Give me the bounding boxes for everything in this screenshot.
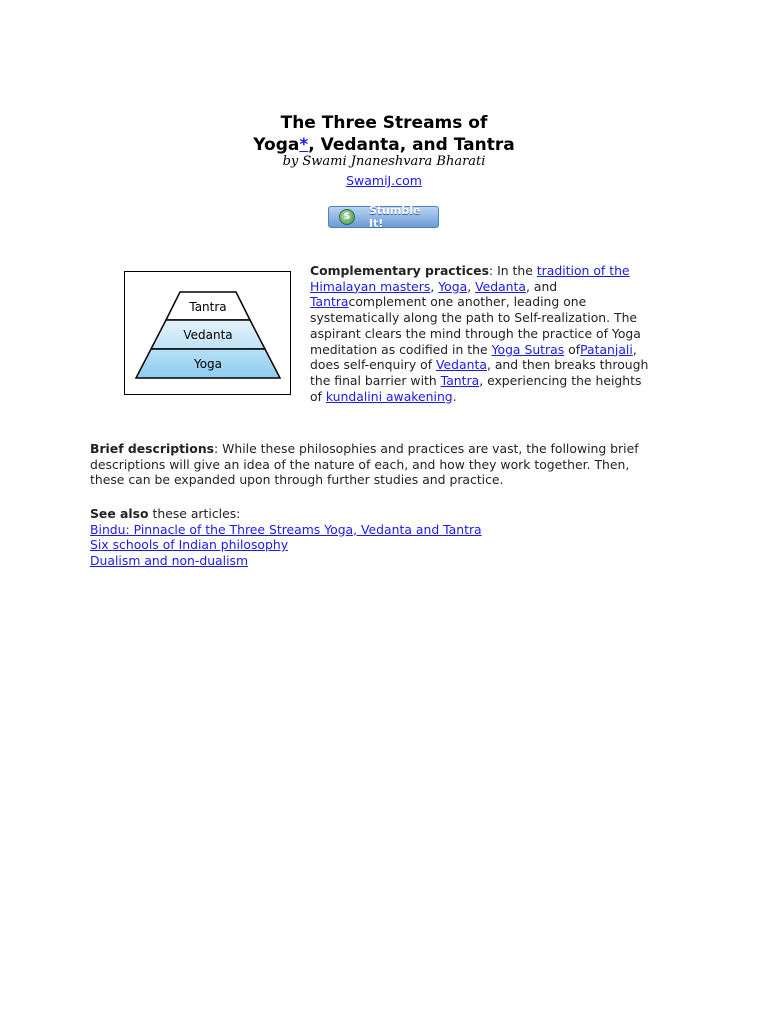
- pyramid-label-yoga: Yoga: [193, 357, 223, 371]
- site-link[interactable]: SwamiJ.com: [346, 173, 422, 188]
- brief-descriptions-paragraph: [90, 441, 660, 488]
- text-fragment: , and: [525, 278, 558, 294]
- text-fragment: , does self-enquiry of: [310, 341, 637, 373]
- pyramid-label-tantra: Tantra: [189, 300, 227, 314]
- vedanta-link-2[interactable]: Vedanta: [436, 357, 487, 373]
- see-also-text: these articles:: [148, 506, 241, 521]
- complementary-heading: Complementary practices: [310, 263, 489, 278]
- dualism-link[interactable]: Dualism and non-dualism: [90, 553, 249, 569]
- see-also-section: [90, 506, 660, 569]
- kundalini-link[interactable]: kundalini awakening: [325, 388, 453, 404]
- six-schools-link[interactable]: Six schools of Indian philosophy: [90, 537, 289, 553]
- author-byline: by Swami Jnaneshvara Bharati: [282, 154, 486, 169]
- see-also-heading: See also: [90, 506, 149, 521]
- footnote-star-link[interactable]: *: [299, 135, 309, 155]
- text-fragment: , and then breaks through the final barrier with: [310, 357, 649, 388]
- stumble-it-button[interactable]: [328, 206, 439, 228]
- page-title: [0, 112, 768, 156]
- vedanta-link[interactable]: Vedanta: [475, 278, 526, 294]
- text-fragment: complement one another, leading one systematically along the path to Self-realization. The aspirant clears the mind through the practice of Yoga meditation as codified in the: [310, 294, 641, 357]
- text-fragment: : In the: [488, 263, 537, 278]
- text-fragment: ,: [430, 278, 439, 294]
- text-fragment: , experiencing the heights of: [310, 372, 642, 404]
- brief-heading: Brief descriptions: [90, 441, 215, 456]
- tantra-link-2[interactable]: Tantra: [440, 372, 480, 388]
- stumble-it-label: Stumble It!: [368, 204, 421, 230]
- stumbleupon-icon: S: [339, 209, 355, 225]
- pyramid-label-vedanta: Vedanta: [183, 328, 233, 342]
- yoga-link[interactable]: Yoga: [438, 278, 468, 294]
- yoga-sutras-link[interactable]: Yoga Sutras: [491, 341, 565, 357]
- title-line1: The Three Streams of: [280, 113, 488, 133]
- tantra-link[interactable]: Tantra: [310, 294, 349, 310]
- text-fragment: .: [452, 388, 457, 404]
- brief-text: : While these philosophies and practices are vast, the following brief descriptions will give an idea of the nature of each, and how they work together. Then, these can be expanded upon through further studies and practice.: [90, 441, 639, 488]
- tradition-link[interactable]: tradition of the Himalayan masters: [310, 263, 630, 294]
- patanjali-link[interactable]: Patanjali: [580, 341, 633, 357]
- title-yoga: Yoga: [253, 135, 300, 155]
- complementary-practices-paragraph: [310, 263, 650, 404]
- text-fragment: ,: [467, 278, 476, 294]
- text-fragment: of: [564, 341, 581, 357]
- bindu-article-link[interactable]: Bindu: Pinnacle of the Three Streams Yoga, Vedanta and Tantra: [90, 521, 482, 537]
- title-rest: , Vedanta, and Tantra: [308, 135, 515, 155]
- three-streams-pyramid-diagram: [124, 271, 291, 395]
